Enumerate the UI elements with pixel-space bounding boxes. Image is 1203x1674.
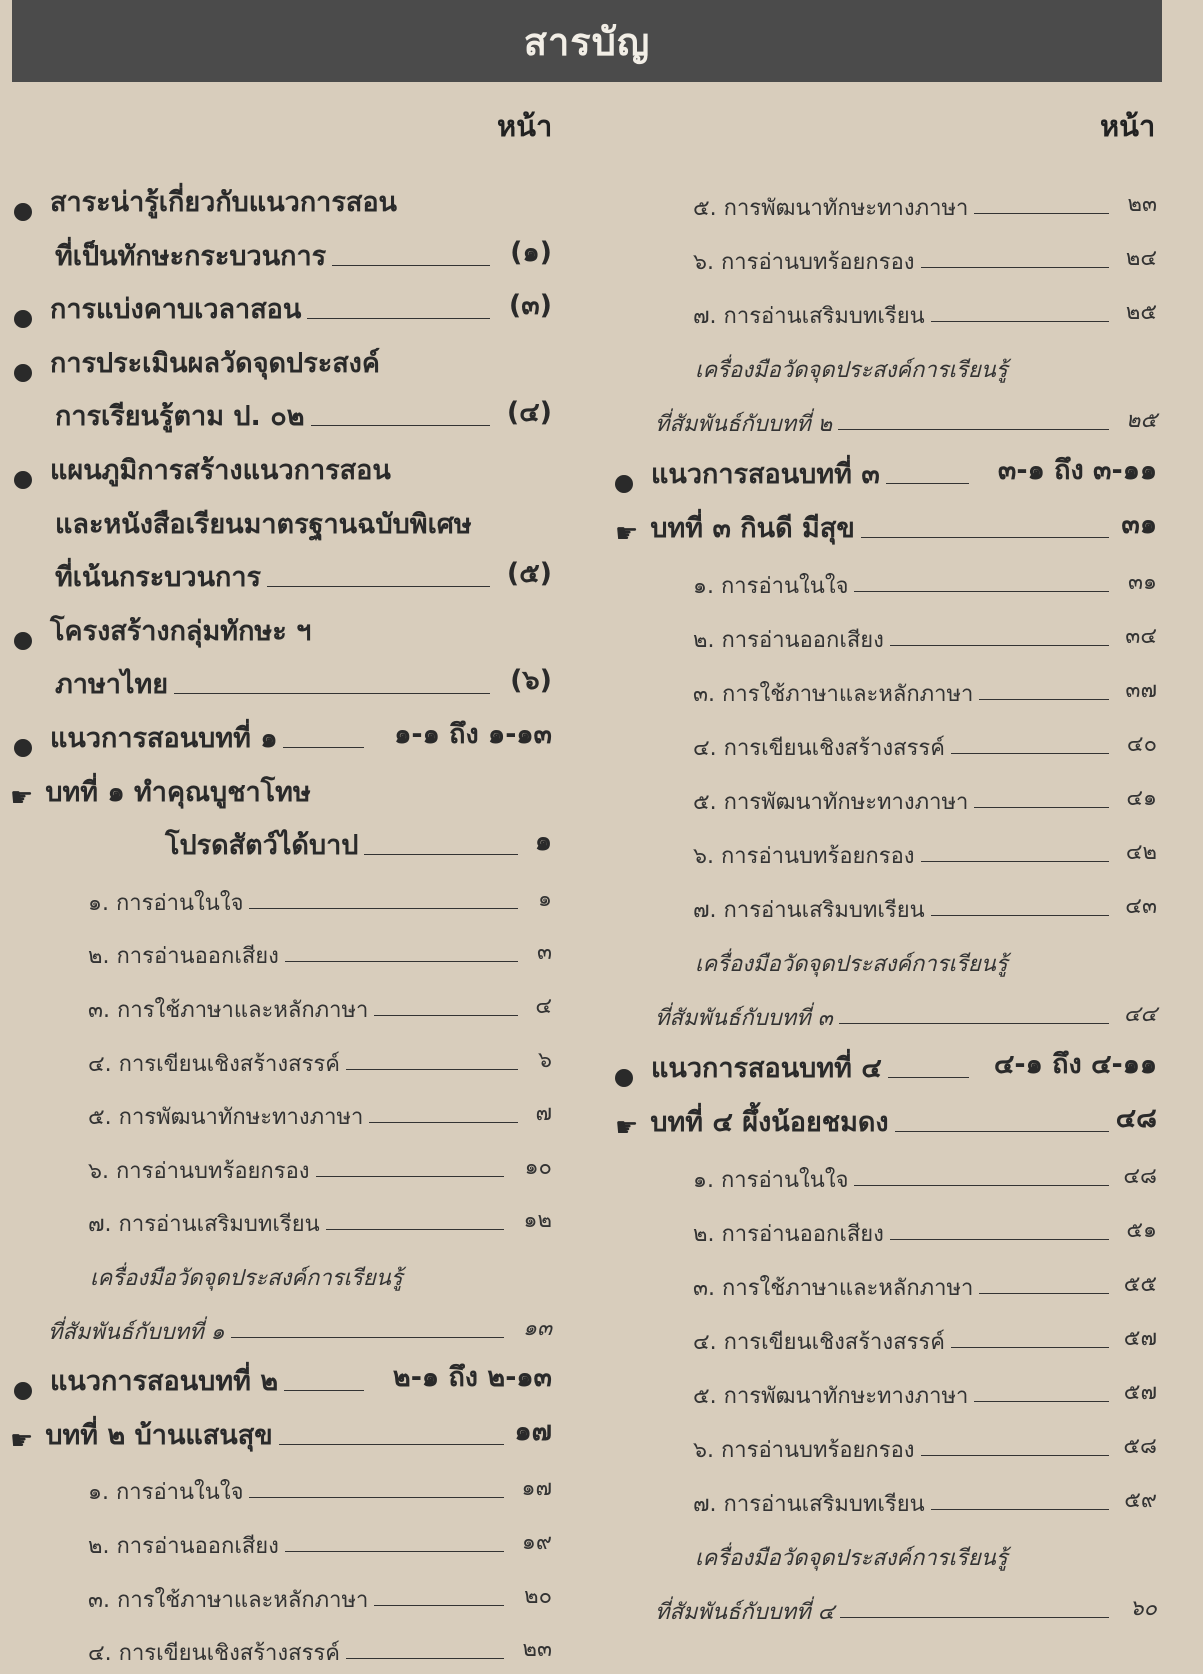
toc-page-number: ๓๑	[1121, 509, 1157, 540]
toc-page-number: ๔๔	[1123, 1002, 1157, 1027]
toc-entry	[693, 1257, 1157, 1305]
toc-entry	[14, 1354, 552, 1402]
toc-entry	[615, 1041, 1157, 1089]
leader-line	[279, 1444, 504, 1445]
toc-entry	[693, 555, 1157, 603]
toc-entry-label: ๔. การเขียนเชิงสร้างสรรค์	[88, 1052, 340, 1077]
toc-page-number: (๓)	[508, 290, 552, 321]
leader-line	[890, 1239, 1109, 1240]
toc-page-number: ๒๓	[1127, 192, 1157, 217]
leader-line	[840, 1617, 1109, 1618]
toc-entry-label: เครื่องมือวัดจุดประสงค์การเรียนรู้	[695, 952, 1008, 977]
toc-entry-label: บทที่ ๔ ผึ้งน้อยชมดง	[650, 1107, 889, 1138]
leader-line	[311, 425, 491, 426]
toc-page-number: ๔๓	[1125, 894, 1157, 919]
leader-line	[249, 1497, 504, 1498]
toc-page-number: ๑๗	[514, 1416, 552, 1447]
toc-entry-label: โปรดสัตว์ได้บาป	[165, 830, 359, 861]
leader-line	[931, 915, 1109, 916]
toc-entry-label: ๓. การใช้ภาษาและหลักภาษา	[88, 998, 369, 1023]
toc-page-number: ๓๑	[1127, 570, 1157, 595]
toc-entry-label: ภาษาไทย	[55, 669, 169, 700]
toc-entry-label: ๓. การใช้ภาษาและหลักภาษา	[88, 1588, 369, 1613]
bullet-icon	[14, 471, 32, 489]
toc-page-number: ๑๐	[524, 1155, 552, 1180]
leader-line	[285, 1551, 504, 1552]
toc-entry-label: ๓. การใช้ภาษาและหลักภาษา	[693, 1276, 974, 1301]
toc-entry	[693, 285, 1157, 333]
toc-entry-label: การแบ่งคาบเวลาสอน	[50, 294, 302, 325]
leader-line	[921, 1455, 1109, 1456]
leader-line	[307, 318, 490, 319]
leader-line	[838, 429, 1109, 430]
toc-page-number: ๒๓	[522, 1637, 552, 1662]
bullet-icon	[14, 364, 32, 382]
toc-entry-label: โครงสร้างกลุ่มทักษะ ฯ	[50, 616, 312, 647]
toc-page-number: ๕๗	[1123, 1380, 1157, 1405]
toc-entry	[55, 657, 552, 705]
toc-entry	[693, 177, 1157, 225]
leader-line	[854, 591, 1109, 592]
toc-entry-label: แผนภูมิการสร้างแนวการสอน	[50, 455, 391, 486]
toc-page-number: ๒๕	[1125, 300, 1157, 325]
toc-entry	[615, 1095, 1157, 1143]
toc-entry-label: ๗. การอ่านเสริมบทเรียน	[693, 304, 925, 329]
toc-entry-label: ๖. การอ่านบทร้อยกรอง	[693, 250, 915, 275]
toc-page-number: ๔	[535, 994, 552, 1019]
leader-line	[854, 1185, 1109, 1186]
leader-line	[931, 321, 1109, 322]
bullet-icon	[14, 632, 32, 650]
toc-page-number: ๑	[538, 887, 552, 912]
toc-entry	[88, 925, 552, 973]
leader-line	[369, 1122, 518, 1123]
toc-page-number: (๕)	[506, 558, 552, 589]
toc-entry	[693, 879, 1157, 927]
leader-line	[951, 753, 1109, 754]
toc-page-number: ๓๗	[1125, 678, 1157, 703]
toc-entry	[88, 1140, 552, 1188]
toc-page-number: ๓๔	[1125, 624, 1157, 649]
leader-line	[888, 1077, 969, 1078]
toc-entry-label: ที่สัมพันธ์กับบทที่ ๔	[655, 1600, 835, 1625]
toc-entry	[88, 1193, 552, 1241]
toc-entry-label: ๒. การอ่านออกเสียง	[693, 1222, 884, 1247]
leader-line	[895, 1131, 1109, 1132]
toc-entry-label: บทที่ ๒ บ้านแสนสุข	[45, 1420, 273, 1451]
toc-entry	[14, 711, 552, 759]
page-title: สารบัญ	[12, 0, 1162, 82]
toc-entry-label: ที่เน้นกระบวนการ	[55, 562, 262, 593]
toc-entry	[55, 229, 552, 277]
toc-entry	[90, 1247, 552, 1295]
toc-entry	[655, 987, 1157, 1035]
toc-entry	[693, 231, 1157, 279]
toc-entry	[88, 1515, 552, 1563]
leader-line	[974, 213, 1109, 214]
toc-entry	[88, 979, 552, 1027]
toc-entry	[693, 1419, 1157, 1467]
toc-entry	[165, 818, 552, 866]
toc-entry	[693, 1365, 1157, 1413]
pointing-hand-icon: ☛	[615, 519, 639, 549]
leader-line	[974, 807, 1109, 808]
toc-entry-label: เครื่องมือวัดจุดประสงค์การเรียนรู้	[695, 1546, 1008, 1571]
toc-entry-label: ๑. การอ่านในใจ	[88, 891, 244, 916]
leader-line	[974, 1401, 1109, 1402]
pointing-hand-icon: ☛	[10, 783, 34, 813]
leader-line	[374, 1015, 518, 1016]
toc-entry	[695, 1527, 1157, 1575]
bullet-icon	[14, 203, 32, 221]
toc-entry-label: ๑. การอ่านในใจ	[693, 574, 849, 599]
toc-entry-label: ๗. การอ่านเสริมบทเรียน	[693, 1492, 925, 1517]
toc-page-number: (๑)	[510, 237, 552, 268]
toc-entry	[88, 1622, 552, 1670]
toc-entry	[693, 609, 1157, 657]
toc-page-number: ๒๕	[1125, 408, 1157, 433]
toc-entry	[88, 1033, 552, 1081]
leader-line	[951, 1347, 1109, 1348]
bullet-icon	[14, 310, 32, 328]
bullet-icon	[615, 475, 633, 493]
toc-page-number: ๔๘	[1123, 1164, 1157, 1189]
toc-entry-label: และหนังสือเรียนมาตรฐานฉบับพิเศษ	[55, 509, 472, 540]
toc-entry-label: ๒. การอ่านออกเสียง	[88, 944, 279, 969]
toc-page-number: ๔๐	[1126, 732, 1157, 757]
toc-entry-label: ๒. การอ่านออกเสียง	[693, 628, 884, 653]
toc-page-number: ๗	[535, 1101, 552, 1126]
toc-entry-label: บทที่ ๑ ทำคุณบูชาโทษ	[45, 777, 311, 808]
toc-page-number: (๔)	[506, 397, 552, 428]
toc-entry	[693, 1311, 1157, 1359]
toc-page-number: ๓	[536, 940, 552, 965]
leader-line	[890, 645, 1109, 646]
leader-line	[861, 537, 1109, 538]
leader-line	[249, 908, 518, 909]
right-column-heading: หน้า	[1100, 109, 1156, 143]
toc-page-number: ๑๙	[521, 1530, 552, 1555]
toc-page-number: ๑๒	[523, 1208, 552, 1233]
leader-line	[174, 693, 490, 694]
leader-line	[364, 854, 518, 855]
toc-page-number: ๒-๑ ถึง ๒-๑๓	[392, 1362, 552, 1393]
toc-entry-label: ๕. การพัฒนาทักษะทางภาษา	[88, 1105, 364, 1130]
toc-entry-label: ๑. การอ่านในใจ	[88, 1480, 244, 1505]
toc-entry-label: แนวการสอนบทที่ ๔	[651, 1053, 882, 1084]
toc-entry	[14, 336, 552, 384]
toc-entry	[695, 339, 1157, 387]
toc-entry	[14, 282, 552, 330]
toc-entry	[88, 872, 552, 920]
pointing-hand-icon: ☛	[10, 1426, 34, 1456]
toc-entry	[615, 501, 1157, 549]
toc-entry	[88, 1086, 552, 1134]
toc-page-number: ๑	[534, 826, 552, 857]
toc-page-number: ๕๘	[1123, 1434, 1157, 1459]
toc-entry	[693, 825, 1157, 873]
toc-entry	[55, 389, 552, 437]
toc-entry	[88, 1569, 552, 1617]
leader-line	[921, 861, 1109, 862]
toc-entry	[14, 443, 552, 491]
toc-entry	[48, 1301, 552, 1349]
bullet-icon	[615, 1069, 633, 1087]
toc-page-number: ๖๐	[1129, 1596, 1157, 1621]
toc-entry-label: แนวการสอนบทที่ ๒	[50, 1366, 279, 1397]
toc-entry-label: ๖. การอ่านบทร้อยกรอง	[693, 1438, 915, 1463]
bullet-icon	[14, 1382, 32, 1400]
toc-page-number: ๔-๑ ถึง ๔-๑๑	[993, 1049, 1157, 1080]
toc-entry	[693, 1473, 1157, 1521]
leader-line	[374, 1605, 504, 1606]
leader-line	[332, 265, 490, 266]
toc-page-number: ๒๐	[524, 1584, 552, 1609]
leader-line	[886, 483, 969, 484]
bullet-icon	[14, 739, 32, 757]
toc-page-number: ๑๗	[521, 1476, 552, 1501]
toc-entry-label: ๑. การอ่านในใจ	[693, 1168, 849, 1193]
pointing-hand-icon: ☛	[615, 1113, 639, 1143]
toc-entry-label: ๕. การพัฒนาทักษะทางภาษา	[693, 790, 969, 815]
toc-entry	[55, 550, 552, 598]
toc-entry-label: เครื่องมือวัดจุดประสงค์การเรียนรู้	[90, 1266, 403, 1291]
toc-page-number: ๖	[538, 1048, 552, 1073]
toc-entry-label: ๗. การอ่านเสริมบทเรียน	[88, 1212, 320, 1237]
leader-line	[346, 1069, 518, 1070]
toc-entry-label: ๒. การอ่านออกเสียง	[88, 1534, 279, 1559]
toc-entry-label: ๓. การใช้ภาษาและหลักภาษา	[693, 682, 974, 707]
toc-entry	[655, 393, 1157, 441]
toc-entry-label: ๖. การอ่านบทร้อยกรอง	[88, 1159, 310, 1184]
toc-entry	[10, 765, 552, 813]
toc-entry-label: ๕. การพัฒนาทักษะทางภาษา	[693, 196, 969, 221]
toc-entry-label: แนวการสอนบทที่ ๑	[50, 723, 278, 754]
left-column-heading: หน้า	[497, 109, 553, 143]
toc-entry	[693, 1149, 1157, 1197]
leader-line	[283, 747, 364, 748]
leader-line	[231, 1337, 504, 1338]
toc-page-number: ๓-๑ ถึง ๓-๑๑	[997, 455, 1157, 486]
toc-entry	[615, 447, 1157, 495]
toc-page-number: ๔๘	[1115, 1103, 1157, 1134]
toc-page-number: ๔๒	[1125, 840, 1157, 865]
toc-page-number: ๕๕	[1123, 1272, 1157, 1297]
toc-entry-label: ๔. การเขียนเชิงสร้างสรรค์	[693, 736, 945, 761]
toc-entry-label: ๔. การเขียนเชิงสร้างสรรค์	[693, 1330, 945, 1355]
leader-line	[346, 1658, 504, 1659]
leader-line	[267, 586, 490, 587]
toc-entry-label: ๔. การเขียนเชิงสร้างสรรค์	[88, 1641, 340, 1666]
toc-page-number: ๔๑	[1126, 786, 1157, 811]
toc-entry-label: แนวการสอนบทที่ ๓	[651, 459, 880, 490]
toc-entry	[693, 663, 1157, 711]
toc-entry-label: สาระน่ารู้เกี่ยวกับแนวการสอน	[50, 187, 397, 218]
toc-entry-label: ที่สัมพันธ์กับบทที่ ๒	[655, 412, 833, 437]
toc-entry-label: ที่สัมพันธ์กับบทที่ ๓	[655, 1006, 833, 1031]
toc-entry	[655, 1581, 1157, 1629]
toc-entry	[693, 771, 1157, 819]
leader-line	[979, 1293, 1109, 1294]
toc-entry	[88, 1461, 552, 1509]
toc-entry-label: ๖. การอ่านบทร้อยกรอง	[693, 844, 915, 869]
leader-line	[316, 1176, 504, 1177]
leader-line	[979, 699, 1109, 700]
toc-entry-label: เครื่องมือวัดจุดประสงค์การเรียนรู้	[695, 358, 1008, 383]
toc-entry-label: ๕. การพัฒนาทักษะทางภาษา	[693, 1384, 969, 1409]
toc-entry-label: ที่เป็นทักษะกระบวนการ	[55, 241, 327, 272]
toc-entry-label: ที่สัมพันธ์กับบทที่ ๑	[48, 1320, 225, 1345]
leader-line	[326, 1229, 504, 1230]
toc-entry	[55, 497, 552, 545]
leader-line	[284, 1390, 364, 1391]
toc-page-number: ๒๔	[1125, 246, 1157, 271]
toc-entry	[693, 1203, 1157, 1251]
leader-line	[285, 961, 518, 962]
leader-line	[921, 267, 1109, 268]
toc-entry-label: บทที่ ๓ กินดี มีสุข	[650, 513, 855, 544]
toc-page-number: ๕๗	[1123, 1326, 1157, 1351]
toc-entry-label: การประเมินผลวัดจุดประสงค์	[50, 348, 380, 379]
toc-entry	[14, 175, 552, 223]
toc-page-number: ๕๙	[1124, 1488, 1157, 1513]
toc-page-number: ๕๑	[1126, 1218, 1157, 1243]
toc-page-number: ๑๓	[522, 1316, 552, 1341]
toc-entry	[695, 933, 1157, 981]
leader-line	[931, 1509, 1109, 1510]
leader-line	[839, 1023, 1109, 1024]
toc-entry	[10, 1408, 552, 1456]
toc-entry	[693, 717, 1157, 765]
toc-page-number: ๑-๑ ถึง ๑-๑๓	[394, 719, 552, 750]
toc-page-number: (๖)	[510, 665, 552, 696]
toc-entry-label: ๗. การอ่านเสริมบทเรียน	[693, 898, 925, 923]
toc-entry	[14, 604, 552, 652]
toc-entry-label: การเรียนรู้ตาม ป. ๐๒	[55, 401, 305, 432]
